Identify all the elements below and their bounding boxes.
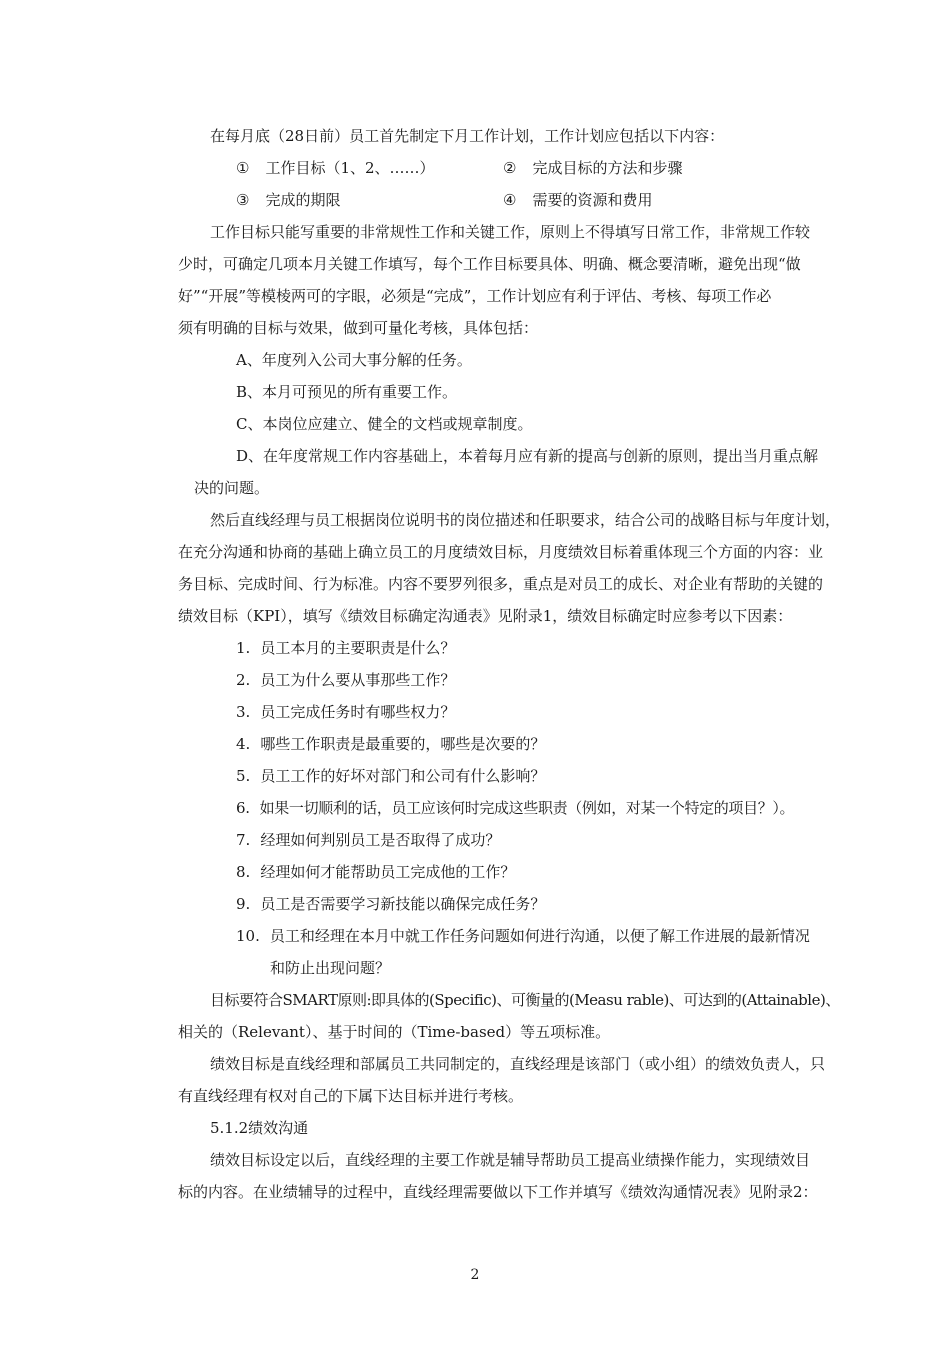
question-number: 3. <box>236 703 251 721</box>
paragraph-line: 绩效目标设定以后，直线经理的主要工作就是辅导帮助员工提高业绩操作能力，实现绩效目 <box>210 1151 811 1169</box>
list-item-b: B、本月可预见的所有重要工作。 <box>236 383 458 401</box>
page-number: 2 <box>470 1267 480 1283</box>
section-heading: 5.1.2绩效沟通 <box>210 1119 309 1137</box>
question-number: 10. <box>236 927 260 945</box>
paragraph-line: 工作目标只能写重要的非常规性工作和关键工作，原则上不得填写日常工作，非常规工作较 <box>210 223 811 241</box>
plan-item-number: ③ <box>236 191 250 209</box>
paragraph-line: 然后直线经理与员工根据岗位说明书的岗位描述和任职要求，结合公司的战略目标与年度计划， <box>210 511 841 529</box>
list-item-a: A、年度列入公司大事分解的任务。 <box>236 351 472 369</box>
paragraph-line: 须有明确的目标与效果，做到可量化考核，具体包括： <box>178 319 539 337</box>
list-item-c: C、本岗位应建立、健全的文档或规章制度。 <box>236 415 533 433</box>
question-text: 员工是否需要学习新技能以确保完成任务？ <box>260 895 546 913</box>
question-number: 6. <box>236 799 250 817</box>
plan-item-number: ② <box>503 159 517 177</box>
question-text: 经理如何判别员工是否取得了成功？ <box>260 831 501 849</box>
question-number: 1. <box>236 639 251 657</box>
question-text: 员工完成任务时有哪些权力？ <box>260 703 456 721</box>
plan-item-text: 完成目标的方法和步骤 <box>532 159 683 177</box>
paragraph-line: 好”“开展”等模棱两可的字眼，必须是“完成”，工作计划应有利于评估、考核、每项工作必 <box>178 287 772 305</box>
list-item-d: D、在年度常规工作内容基础上，本着每月应有新的提高与创新的原则，提出当月重点解 <box>236 447 819 465</box>
paragraph-line: 有直线经理有权对自己的下属下达目标并进行考核。 <box>178 1087 524 1105</box>
paragraph-line: 绩效目标（KPI），填写《绩效目标确定沟通表》见附录1，绩效目标确定时应参考以下因素： <box>178 607 793 625</box>
paragraph-line: 务目标、完成时间、行为标准。内容不要罗列很多，重点是对员工的成长、对企业有帮助的关键的 <box>178 575 824 593</box>
question-item <box>236 766 545 786</box>
intro-paragraph: 在每月底（28日前）员工首先制定下月工作计划，工作计划应包括以下内容： <box>210 127 725 145</box>
paragraph-line: 标的内容。在业绩辅导的过程中，直线经理需要做以下工作并填写《绩效沟通情况表》见附录2： <box>178 1183 818 1201</box>
question-text: 员工为什么要从事那些工作？ <box>260 671 456 689</box>
question-text: 经理如何才能帮助员工完成他的工作？ <box>260 863 516 881</box>
question-text: 员工工作的好坏对部门和公司有什么影响？ <box>260 767 546 785</box>
question-number: 5. <box>236 767 251 785</box>
plan-item-text: 工作目标（1、2、……） <box>265 159 435 177</box>
question-item <box>236 862 515 882</box>
plan-item-3 <box>236 190 340 210</box>
paragraph-line: 绩效目标是直线经理和部属员工共同制定的，直线经理是该部门（或小组）的绩效负责人，只 <box>210 1055 826 1073</box>
list-item-d-continuation: 决的问题。 <box>194 479 270 497</box>
paragraph-line: 在充分沟通和协商的基础上确立员工的月度绩效目标，月度绩效目标着重体现三个方面的内容：业 <box>178 543 824 561</box>
question-item <box>236 734 545 754</box>
plan-item-number: ④ <box>503 191 517 209</box>
paragraph-line: 目标要符合SMART原则:即具体的(Specific)、可衡量的(Measu rable)、可达到的(Attainable)、 <box>210 991 840 1009</box>
question-text: 如果一切顺利的话，员工应该何时完成这些职责（例如，对某一个特定的项目？）。 <box>259 799 795 817</box>
plan-item-text: 完成的期限 <box>265 191 341 209</box>
question-number: 2. <box>236 671 251 689</box>
plan-item-number: ① <box>236 159 250 177</box>
question-item <box>236 894 545 914</box>
question-text: 员工和经理在本月中就工作任务问题如何进行沟通，以便了解工作进展的最新情况 <box>269 927 810 945</box>
question-item <box>236 702 455 722</box>
question-item <box>236 830 500 850</box>
plan-item-2 <box>503 158 682 178</box>
question-item <box>236 670 455 690</box>
plan-item-4 <box>503 190 652 210</box>
question-item <box>236 926 810 946</box>
plan-item-1 <box>236 158 435 178</box>
question-text: 员工本月的主要职责是什么？ <box>260 639 456 657</box>
question-item <box>236 638 455 658</box>
question-10-continuation: 和防止出现问题？ <box>270 959 391 977</box>
question-text: 哪些工作职责是最重要的，哪些是次要的？ <box>260 735 546 753</box>
question-number: 9. <box>236 895 251 913</box>
plan-item-text: 需要的资源和费用 <box>532 191 653 209</box>
question-number: 4. <box>236 735 251 753</box>
paragraph-line: 少时，可确定几项本月关键工作填写，每个工作目标要具体、明确、概念要清晰，避免出现“做 <box>178 255 801 273</box>
question-item <box>236 798 794 818</box>
paragraph-line: 相关的（Relevant）、基于时间的（Time-based）等五项标准。 <box>178 1023 611 1041</box>
question-number: 8. <box>236 863 251 881</box>
question-number: 7. <box>236 831 251 849</box>
